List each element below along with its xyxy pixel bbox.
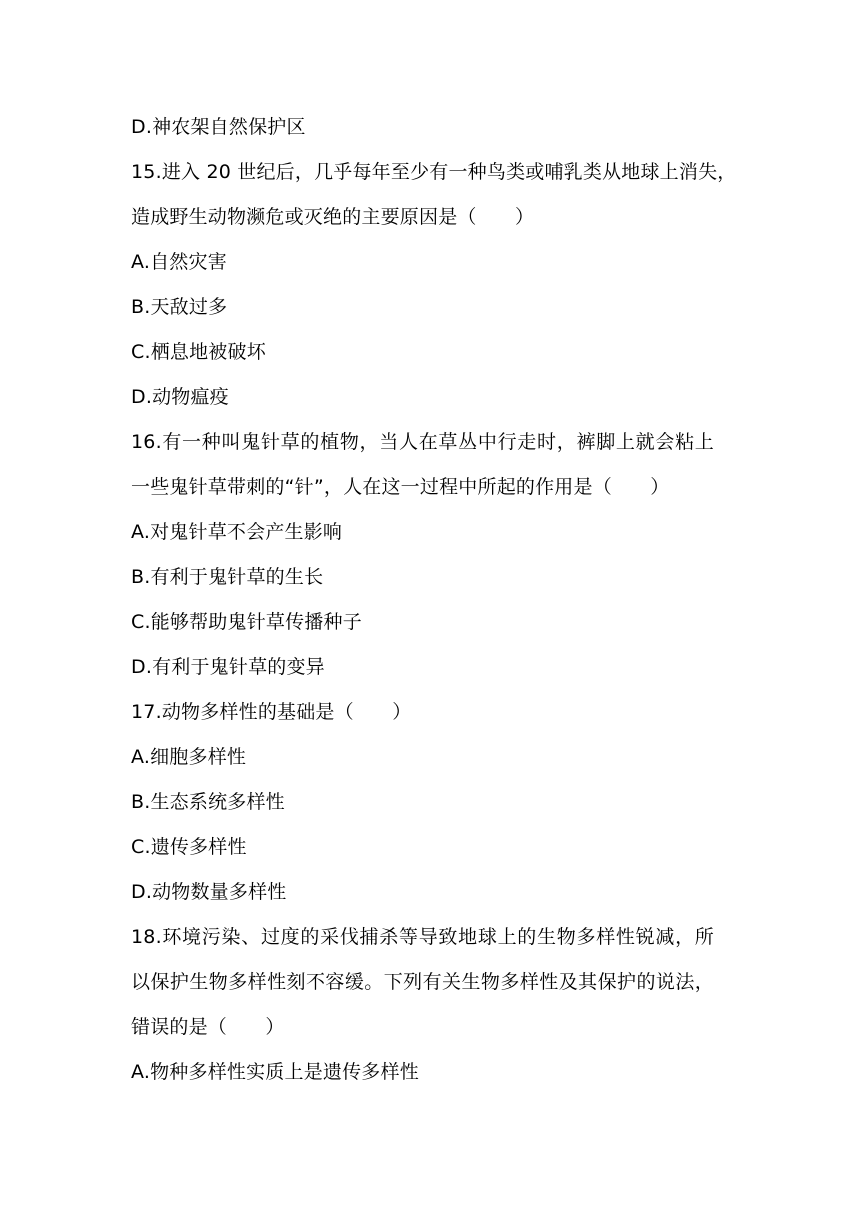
question-17: 17.动物多样性的基础是（ ）	[131, 701, 412, 723]
question-16-line-2: 一些鬼针草带刺的“针”，人在这一过程中所起的作用是（ ）	[131, 476, 670, 498]
question-18-line-2: 以保护生物多样性刻不容缓。下列有关生物多样性及其保护的说法，	[131, 971, 714, 993]
question-18-line-1: 18.环境污染、过度的采伐捕杀等导致地球上的生物多样性锐减，所	[131, 926, 714, 948]
option-15-d: D.动物瘟疫	[131, 386, 229, 408]
question-18-line-3: 错误的是（ ）	[131, 1016, 285, 1038]
option-15-c: C.栖息地被破坏	[131, 341, 266, 363]
option-16-a: A.对鬼针草不会产生影响	[131, 521, 343, 543]
option-16-b: B.有利于鬼针草的生长	[131, 566, 324, 588]
option-16-c: C.能够帮助鬼针草传播种子	[131, 611, 362, 633]
option-17-c: C.遗传多样性	[131, 836, 247, 858]
option-15-a: A.自然灾害	[131, 251, 227, 273]
option-18-a: A.物种多样性实质上是遗传多样性	[131, 1061, 419, 1083]
question-15-line-2: 造成野生动物濒危或灭绝的主要原因是（ ）	[131, 206, 535, 228]
option-14-d: D.神农架自然保护区	[131, 116, 306, 138]
option-17-b: B.生态系统多样性	[131, 791, 285, 813]
option-16-d: D.有利于鬼针草的变异	[131, 656, 325, 678]
option-15-b: B.天敌过多	[131, 296, 228, 318]
option-17-a: A.细胞多样性	[131, 746, 247, 768]
option-17-d: D.动物数量多样性	[131, 881, 287, 903]
question-15-line-1: 15.进入 20 世纪后，几乎每年至少有一种鸟类或哺乳类从地球上消失，	[131, 161, 737, 183]
question-16-line-1: 16.有一种叫鬼针草的植物，当人在草丛中行走时，裤脚上就会粘上	[131, 431, 714, 453]
